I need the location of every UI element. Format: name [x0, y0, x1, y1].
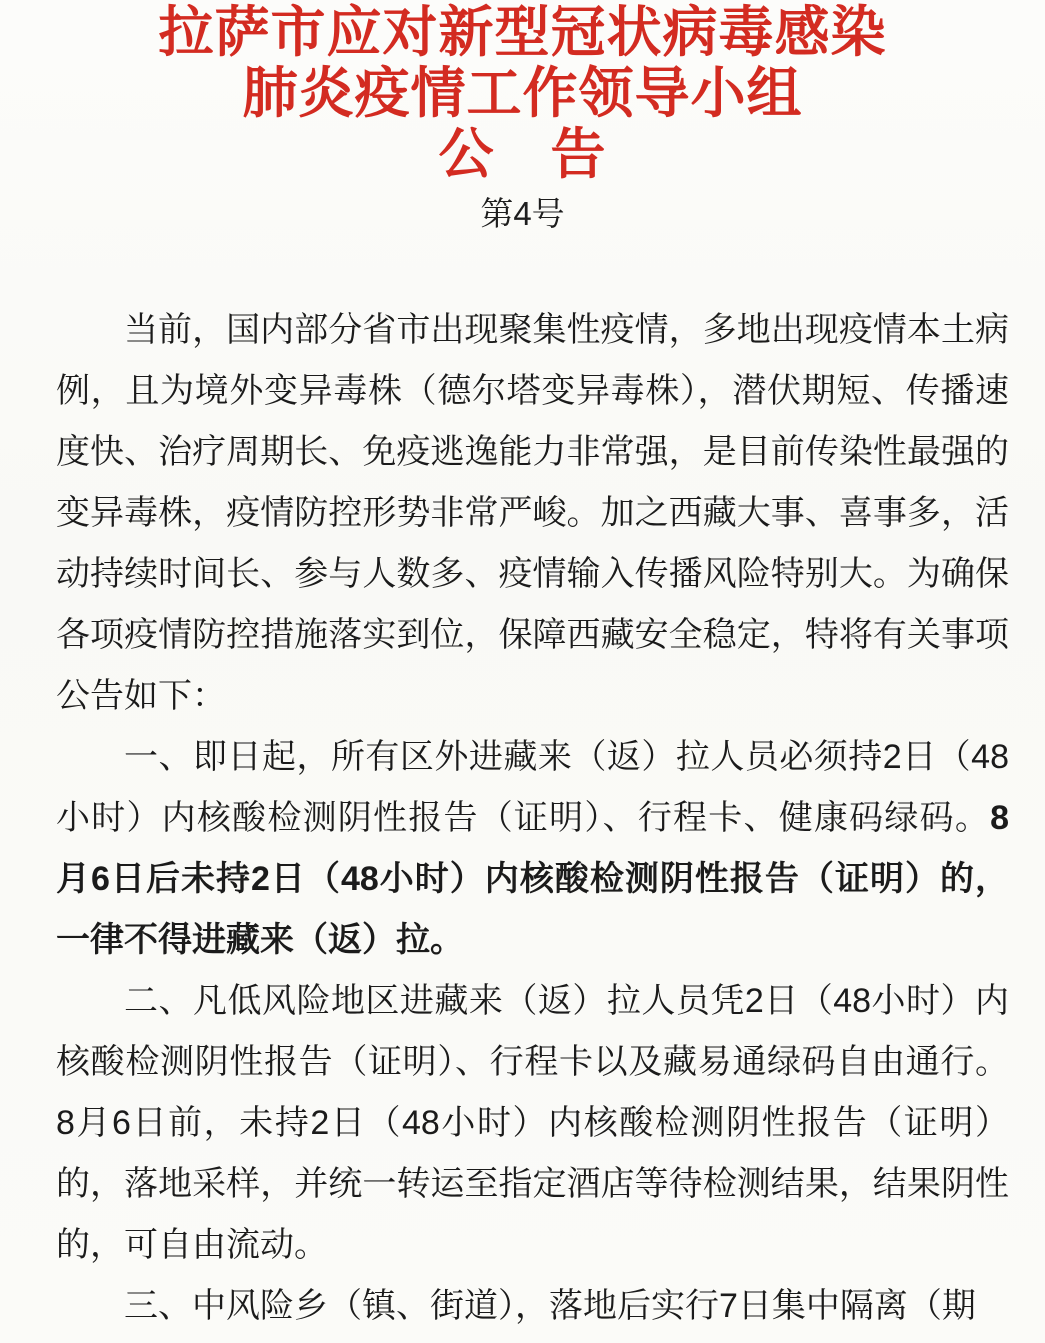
- item-3-paragraph-text: 三、中风险乡（镇、街道），落地后实行7日集中隔离（期: [124, 1287, 976, 1325]
- item-1-bold-text: 8月6日后未持2日（48小时）内核酸检测阴性报告（证明）的，一律不得进藏来（返）拉。: [56, 799, 1009, 959]
- document-title-line-2: 肺炎疫情工作领导小组: [242, 62, 803, 124]
- intro-paragraph-text: 当前，国内部分省市出现聚集性疫情，多地出现疫情本土病例，且为境外变异毒株（德尔塔变异毒株），潜伏期短、传播速度快、治疗周期长、免疫逃逸能力非常强，是目前传染性最强的变异毒株，疫情防控形势非常严峻。加之西藏大事、喜事多，活动持续时间长、参与人数多、疫情输入传播风险特别大。为确保各项疫情防控措施落实到位，保障西藏安全稳定，特将有关事项公告如下：: [56, 311, 1009, 715]
- item-2-paragraph: [56, 971, 1009, 1276]
- intro-paragraph: [56, 300, 1009, 727]
- item-2-paragraph-text: 二、凡低风险地区进藏来（返）拉人员凭2日（48小时）内核酸检测阴性报告（证明）、行程卡以及藏易通绿码自由通行。8月6日前，未持2日（48小时）内核酸检测阴性报告（证明）的，落地采样，并统一转运至指定酒店等待检测结果，结果阴性的，可自由流动。: [56, 982, 1009, 1264]
- document-body: [56, 300, 1009, 1337]
- item-3-paragraph: [56, 1276, 1009, 1337]
- document-title-announcement: 公 告: [438, 123, 607, 185]
- document-number: 第4号: [480, 195, 565, 232]
- item-1-regular-text: 一、即日起，所有区外进藏来（返）拉人员必须持2日（48小时）内核酸检测阴性报告（证明）、行程卡、健康码绿码。: [56, 738, 1009, 837]
- item-1-paragraph: [56, 727, 1009, 971]
- document-title-line-1: 拉萨市应对新型冠状病毒感染: [158, 1, 887, 63]
- document-header: [0, 0, 1045, 230]
